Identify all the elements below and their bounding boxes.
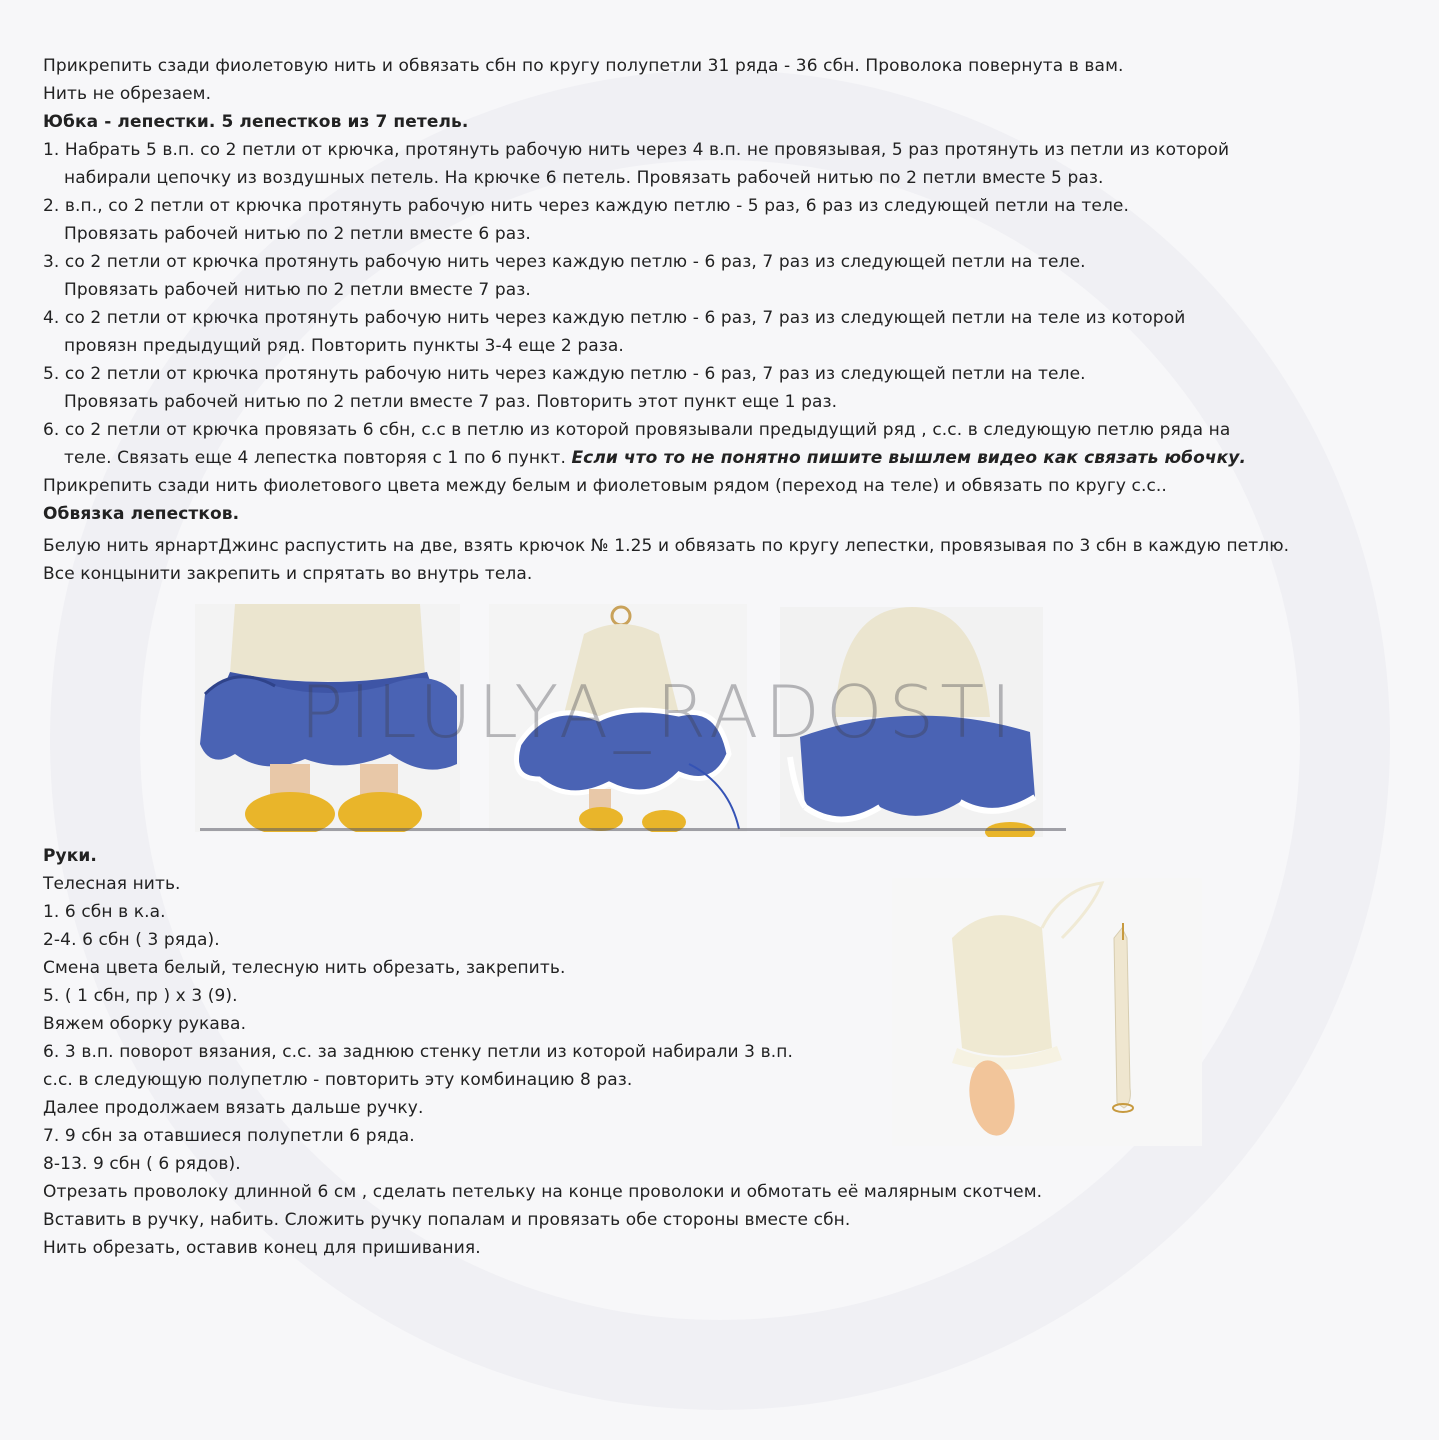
text-line: Нить обрезать, оставив конец для пришивания.: [43, 1238, 481, 1258]
text-line: 2. в.п., со 2 петли от крючка протянуть рабочую нить через каждую петлю - 5 раз, 6 раз из следующей петли на теле.: [43, 196, 1129, 216]
watermark-text: PILULYA_RADOSTI: [300, 670, 1018, 754]
text-line: Провязать рабочей нитью по 2 петли вместе 6 раз.: [64, 224, 531, 244]
section-heading-skirt: Юбка - лепестки. 5 лепестков из 7 петель.: [43, 112, 469, 132]
text-line: 6. 3 в.п. поворот вязания, с.с. за заднюю стенку петли из которой набирали 3 в.п.: [43, 1042, 793, 1062]
section-heading-arms: Руки.: [43, 846, 97, 866]
text-line: Прикрепить сзади нить фиолетового цвета между белым и фиолетовым рядом (переход на теле) и обвязать по кругу с.с..: [43, 476, 1167, 496]
text-line: 1. Набрать 5 в.п. со 2 петли от крючка, протянуть рабочую нить через 4 в.п. не провязывая, 5 раз протянуть из петли из которой: [43, 140, 1230, 160]
section-heading-edging: Обвязка лепестков.: [43, 504, 240, 524]
text-line: Вяжем оборку рукава.: [43, 1014, 247, 1034]
text-line: Все концынити закрепить и спрятать во внутрь тела.: [43, 564, 533, 584]
watermark-underline: [200, 828, 1066, 831]
text-line: 1. 6 сбн в к.а.: [43, 902, 166, 922]
text-line: Смена цвета белый, телесную нить обрезать, закрепить.: [43, 958, 566, 978]
text-line: 4. со 2 петли от крючка протянуть рабочую нить через каждую петлю - 6 раз, 7 раз из следующей петли на теле из которой: [43, 308, 1186, 328]
text-line: Провязать рабочей нитью по 2 петли вместе 7 раз. Повторить этот пункт еще 1 раз.: [64, 392, 838, 412]
text-line: с.с. в следующую полупетлю - повторить эту комбинацию 8 раз.: [43, 1070, 633, 1090]
text-line: Провязать рабочей нитью по 2 петли вместе 7 раз.: [64, 280, 531, 300]
text-line: 8-13. 9 сбн ( 6 рядов).: [43, 1154, 241, 1174]
text-line: 5. со 2 петли от крючка протянуть рабочую нить через каждую петлю - 6 раз, 7 раз из следующей петли на теле.: [43, 364, 1086, 384]
text-line: 6. со 2 петли от крючка провязать 6 сбн, с.с в петлю из которой провязывали предыдущий ряд , с.с. в следующую петлю ряда на: [43, 420, 1231, 440]
arm-photo: [892, 878, 1202, 1146]
text-line: 5. ( 1 сбн, пр ) х 3 (9).: [43, 986, 238, 1006]
text-line: 7. 9 сбн за отавшиеся полупетли 6 ряда.: [43, 1126, 415, 1146]
video-note: Если что то не понятно пишите вышлем видео как связать юбочку.: [571, 448, 1247, 468]
text-line: набирали цепочку из воздушных петель. На крючке 6 петель. Провязать рабочей нитью по 2 петли вместе 5 раз.: [64, 168, 1104, 188]
text-line: Далее продолжаем вязать дальше ручку.: [43, 1098, 424, 1118]
text-line: Прикрепить сзади фиолетовую нить и обвязать сбн по кругу полупетли 31 ряда - 36 сбн. Проволока повернута в вам.: [43, 56, 1124, 76]
text-line: 3. со 2 петли от крючка протянуть рабочую нить через каждую петлю - 6 раз, 7 раз из следующей петли на теле.: [43, 252, 1086, 272]
text-line: Телесная нить.: [43, 874, 181, 894]
text-line: Нить не обрезаем.: [43, 84, 212, 104]
text-line: Белую нить ярнартДжинс распустить на две, взять крючок № 1.25 и обвязать по кругу лепестки, провязывая по 3 сбн в каждую петлю.: [43, 536, 1290, 556]
text-line: Вставить в ручку, набить. Сложить ручку попалам и провязать обе стороны вместе сбн.: [43, 1210, 851, 1230]
text-line: Отрезать проволоку длинной 6 см , сделать петельку на конце проволоки и обмотать её малярным скотчем.: [43, 1182, 1043, 1202]
text-line: [64, 447, 1246, 469]
text-span: теле. Связать еще 4 лепестка повторяя с 1 по 6 пункт.: [64, 448, 572, 468]
text-line: 2-4. 6 сбн ( 3 ряда).: [43, 930, 220, 950]
text-line: провязн предыдущий ряд. Повторить пункты 3-4 еще 2 раза.: [64, 336, 624, 356]
